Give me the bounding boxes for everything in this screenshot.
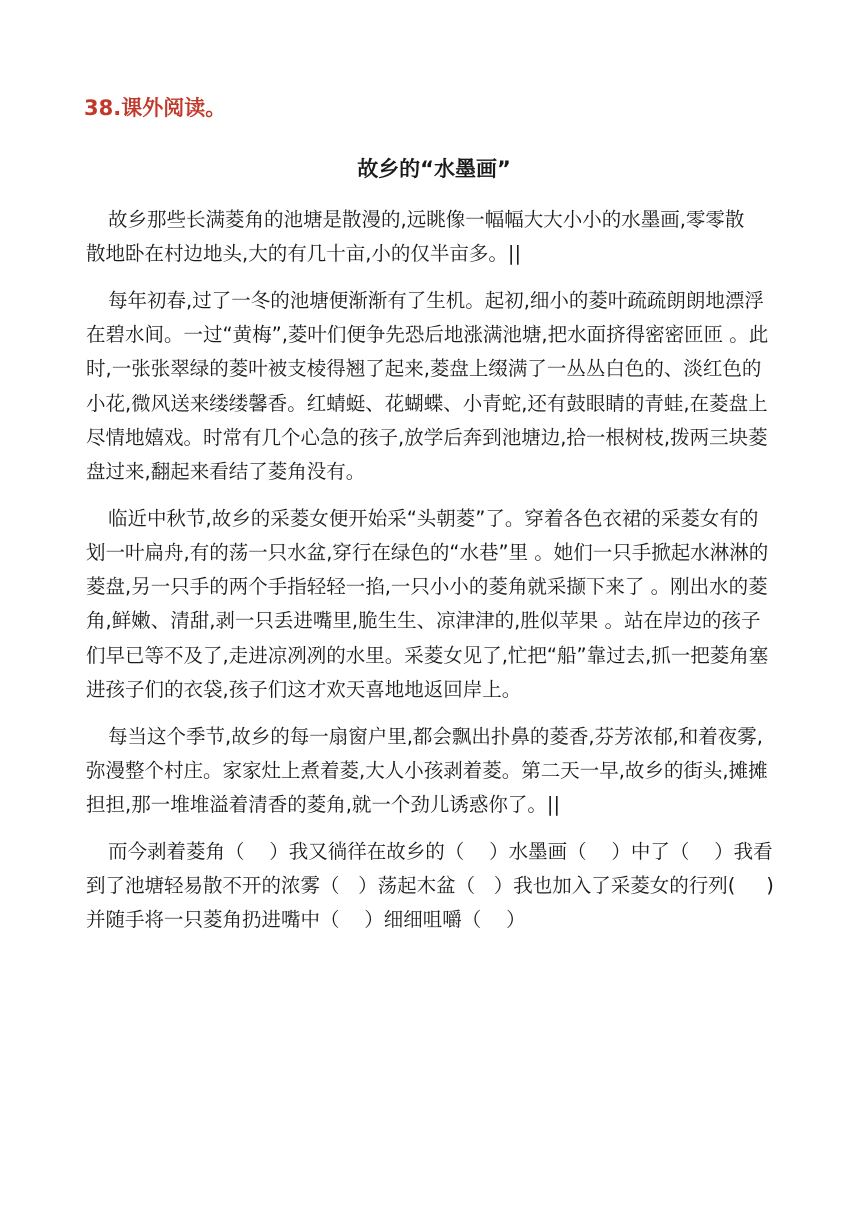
text-line: 故乡那些长满菱角的池塘是散漫的,远眺像一幅幅大大小小的水墨画,零零散: [108, 208, 745, 231]
text-line: 并随手将一只菱角扔进嘴中（ ）细细咀嚼（ ）: [86, 908, 526, 932]
text-line: 进孩子们的衣袋,孩子们这才欢天喜地地返回岸上。: [86, 677, 522, 701]
text-line: 尽情地嬉戏。时常有几个心急的孩子,放学后奔到池塘边,拾一根树枝,拨两三块菱: [86, 425, 768, 449]
passage-title: 故乡的“水墨画”: [357, 157, 511, 181]
text-line: 担担,那一堆堆溢着清香的菱角,就一个劲儿诱惑你了。||: [86, 793, 561, 817]
text-line: 而今剥着菱角（ ）我又徜徉在故乡的（ ）水墨画（ ）中了（ ）我看: [108, 839, 773, 863]
text-line: 在碧水间。一过“黄梅”,菱叶们便争先恐后地涨满池塘,把水面挤得密密匝匝 。此: [86, 323, 769, 347]
text-line: 散地卧在村边地头,大的有几十亩,小的仅半亩多。||: [86, 242, 522, 266]
text-line: 角,鲜嫩、清甜,剥一只丢进嘴里,脆生生、凉津津的,胜似苹果 。站在岸边的孩子: [86, 609, 761, 633]
text-line: 到了池塘轻易散不开的浓雾（ ）荡起木盆（ ）我也加入了采菱女的行列( ): [86, 874, 774, 898]
text-line: 小花,微风送来缕缕馨香。红蜻蜓、花蝴蝶、小青蛇,还有鼓眼睛的青蛙,在菱盘上: [86, 391, 768, 415]
text-line: 划一叶扁舟,有的荡一只水盆,穿行在绿色的“水巷”里 。她们一只手掀起水淋淋的: [86, 541, 769, 565]
text-line: 盘过来,翻起来看结了菱角没有。: [86, 460, 366, 484]
text-line: 每年初春,过了一冬的池塘便渐渐有了生机。起初,细小的菱叶疏疏朗朗地漂浮: [108, 289, 764, 312]
paragraph-5-fill-in-blanks: [86, 835, 786, 938]
question-number: 38.课外阅读。: [84, 96, 227, 120]
paragraph-2: [86, 284, 786, 489]
text-line: 临近中秋节,故乡的采菱女便开始采“头朝菱”了。穿着各色衣裙的采菱女有的: [108, 506, 759, 530]
text-line: 菱盘,另一只手的两个手指轻轻一掐,一只小小的菱角就采撷下来了 。刚出水的菱: [86, 575, 768, 599]
text-line: 弥漫整个村庄。家家灶上煮着菱,大人小孩剥着菱。第二天一早,故乡的街头,摊摊: [86, 758, 768, 782]
paragraph-1: [86, 203, 786, 271]
text-line: 时,一张张翠绿的菱叶被支棱得翘了起来,菱盘上缀满了一丛丛白色的、淡红色的: [86, 357, 762, 381]
text-line: 每当这个季节,故乡的每一扇窗户里,都会飘出扑鼻的菱香,芬芳浓郁,和着夜雾,: [108, 724, 763, 748]
paragraph-3: [86, 502, 786, 707]
paragraph-4: [86, 720, 786, 823]
passage-body: [86, 203, 786, 950]
text-line: 们早已等不及了,走进凉冽冽的水里。采菱女见了,忙把“船”靠过去,抓一把菱角塞: [86, 643, 769, 667]
